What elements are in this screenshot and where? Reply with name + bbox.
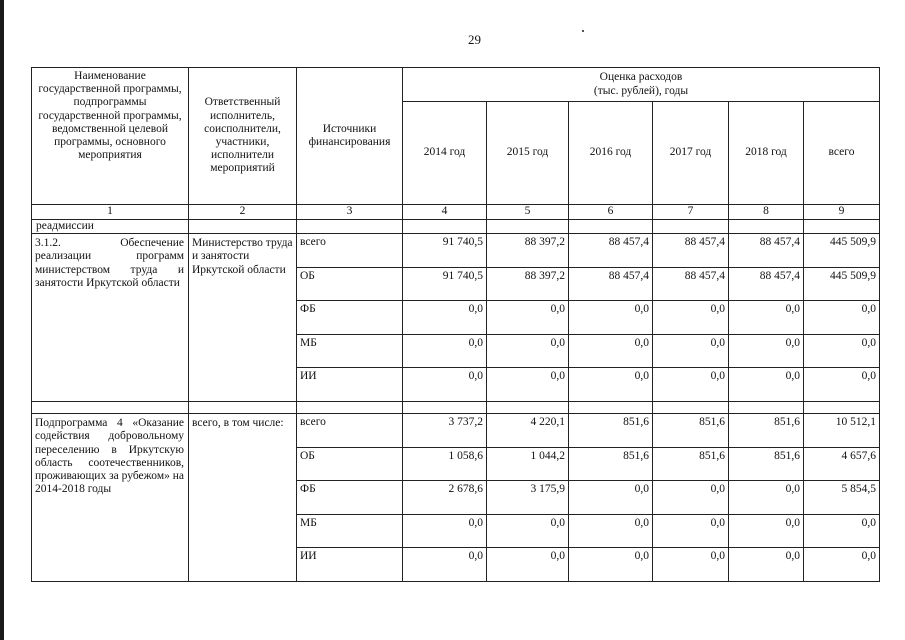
- year-value: 851,6: [729, 414, 804, 448]
- total-value: 445 509,9: [804, 268, 880, 301]
- empty-cell: [729, 220, 804, 234]
- year-value: 0,0: [403, 301, 487, 335]
- index-cell: 4: [403, 205, 487, 220]
- header-estimate-line1: Оценка расходов: [599, 71, 683, 84]
- year-value: 0,0: [729, 301, 804, 335]
- year-value: 91 740,5: [403, 268, 487, 301]
- header-sources: Источники финансирования: [297, 68, 403, 205]
- total-value: 0,0: [804, 368, 880, 402]
- header-total: всего: [804, 102, 880, 205]
- year-value: 0,0: [403, 515, 487, 548]
- year-value: 3 737,2: [403, 414, 487, 448]
- empty-cell: [297, 402, 403, 414]
- year-value: 0,0: [729, 548, 804, 582]
- total-value: 0,0: [804, 515, 880, 548]
- header-estimate-line2: (тыс. рублей), годы: [593, 84, 689, 97]
- year-value: 88 457,4: [729, 268, 804, 301]
- index-cell: 3: [297, 205, 403, 220]
- year-value: 0,0: [403, 548, 487, 582]
- funding-source: всего: [297, 234, 403, 268]
- year-value: 0,0: [653, 335, 729, 368]
- year-value: 0,0: [569, 335, 653, 368]
- header-year: 2014 год: [403, 102, 487, 205]
- year-value: 2 678,6: [403, 481, 487, 515]
- year-value: 0,0: [569, 515, 653, 548]
- header-year: 2015 год: [487, 102, 569, 205]
- empty-cell: [729, 402, 804, 414]
- funding-source: ОБ: [297, 448, 403, 481]
- header-estimate: [403, 68, 880, 102]
- header-year: 2018 год: [729, 102, 804, 205]
- total-value: 0,0: [804, 335, 880, 368]
- block-gap-row: [32, 402, 880, 414]
- total-value: 5 854,5: [804, 481, 880, 515]
- index-cell: 6: [569, 205, 653, 220]
- year-value: 0,0: [653, 548, 729, 582]
- year-value: 851,6: [729, 448, 804, 481]
- page-number: 29: [468, 32, 481, 47]
- year-value: 1 058,6: [403, 448, 487, 481]
- empty-cell: [189, 220, 297, 234]
- funding-source: ИИ: [297, 548, 403, 582]
- year-value: 88 397,2: [487, 268, 569, 301]
- responsible-executor: всего, в том числе:: [189, 414, 297, 582]
- index-cell: 5: [487, 205, 569, 220]
- year-value: 0,0: [653, 301, 729, 335]
- scan-speck: [582, 30, 584, 32]
- header-year: 2016 год: [569, 102, 653, 205]
- total-value: 0,0: [804, 548, 880, 582]
- year-value: 88 457,4: [729, 234, 804, 268]
- year-value: 0,0: [403, 335, 487, 368]
- table-row: [32, 414, 880, 448]
- year-value: 88 397,2: [487, 234, 569, 268]
- year-value: 851,6: [569, 414, 653, 448]
- empty-cell: [403, 220, 487, 234]
- empty-cell: [403, 402, 487, 414]
- funding-source: ИИ: [297, 368, 403, 402]
- left-edge-bar: [0, 0, 4, 640]
- funding-source: МБ: [297, 515, 403, 548]
- index-cell: 8: [729, 205, 804, 220]
- year-value: 0,0: [569, 548, 653, 582]
- empty-cell: [32, 402, 189, 414]
- year-value: 88 457,4: [653, 234, 729, 268]
- header-name: Наименование государственной программы, подпрограммы государственной программы, ведомственной целевой программы, основного мероприятия: [32, 68, 189, 205]
- continuation-text: реадмиссии: [32, 220, 189, 234]
- year-value: 0,0: [487, 515, 569, 548]
- funding-source: ФБ: [297, 301, 403, 335]
- table-row: [32, 234, 880, 268]
- year-value: 88 457,4: [569, 268, 653, 301]
- empty-cell: [653, 220, 729, 234]
- empty-cell: [569, 220, 653, 234]
- index-cell: 7: [653, 205, 729, 220]
- funding-source: МБ: [297, 335, 403, 368]
- year-value: 0,0: [403, 368, 487, 402]
- total-value: 0,0: [804, 301, 880, 335]
- year-value: 851,6: [653, 448, 729, 481]
- year-value: 0,0: [487, 301, 569, 335]
- empty-cell: [297, 220, 403, 234]
- empty-cell: [189, 402, 297, 414]
- index-cell: 2: [189, 205, 297, 220]
- empty-cell: [487, 220, 569, 234]
- year-value: 0,0: [569, 481, 653, 515]
- empty-cell: [487, 402, 569, 414]
- year-value: 851,6: [653, 414, 729, 448]
- year-value: 88 457,4: [653, 268, 729, 301]
- responsible-executor: Министерство труда и занятости Иркутской области: [189, 234, 297, 402]
- year-value: 851,6: [569, 448, 653, 481]
- total-value: 10 512,1: [804, 414, 880, 448]
- year-value: 0,0: [729, 515, 804, 548]
- year-value: 0,0: [653, 481, 729, 515]
- year-value: 3 175,9: [487, 481, 569, 515]
- funding-source: ОБ: [297, 268, 403, 301]
- year-value: 0,0: [729, 368, 804, 402]
- year-value: 1 044,2: [487, 448, 569, 481]
- header-year: 2017 год: [653, 102, 729, 205]
- index-cell: 9: [804, 205, 880, 220]
- year-value: 4 220,1: [487, 414, 569, 448]
- year-value: 0,0: [487, 335, 569, 368]
- year-value: 0,0: [653, 515, 729, 548]
- funding-source: всего: [297, 414, 403, 448]
- total-value: 445 509,9: [804, 234, 880, 268]
- program-name: 3.1.2. Обеспечение реализации программ министерством труда и занятости Иркутской области: [32, 234, 189, 402]
- year-value: 0,0: [487, 548, 569, 582]
- program-name: Подпрограмма 4 «Оказание содействия добровольному переселению в Иркутскую область соотечественников, проживающих за рубежом» на 2014-2018 годы: [32, 414, 189, 582]
- year-value: 0,0: [569, 301, 653, 335]
- year-value: 88 457,4: [569, 234, 653, 268]
- expenditure-table: [31, 67, 880, 582]
- year-value: 0,0: [729, 481, 804, 515]
- empty-cell: [653, 402, 729, 414]
- year-value: 0,0: [729, 335, 804, 368]
- year-value: 0,0: [487, 368, 569, 402]
- index-cell: 1: [32, 205, 189, 220]
- header-responsible: Ответственный исполнитель, соисполнители, участники, исполнители мероприятий: [189, 68, 297, 205]
- funding-source: ФБ: [297, 481, 403, 515]
- year-value: 0,0: [569, 368, 653, 402]
- year-value: 0,0: [653, 368, 729, 402]
- empty-cell: [804, 402, 880, 414]
- empty-cell: [804, 220, 880, 234]
- empty-cell: [569, 402, 653, 414]
- total-value: 4 657,6: [804, 448, 880, 481]
- year-value: 91 740,5: [403, 234, 487, 268]
